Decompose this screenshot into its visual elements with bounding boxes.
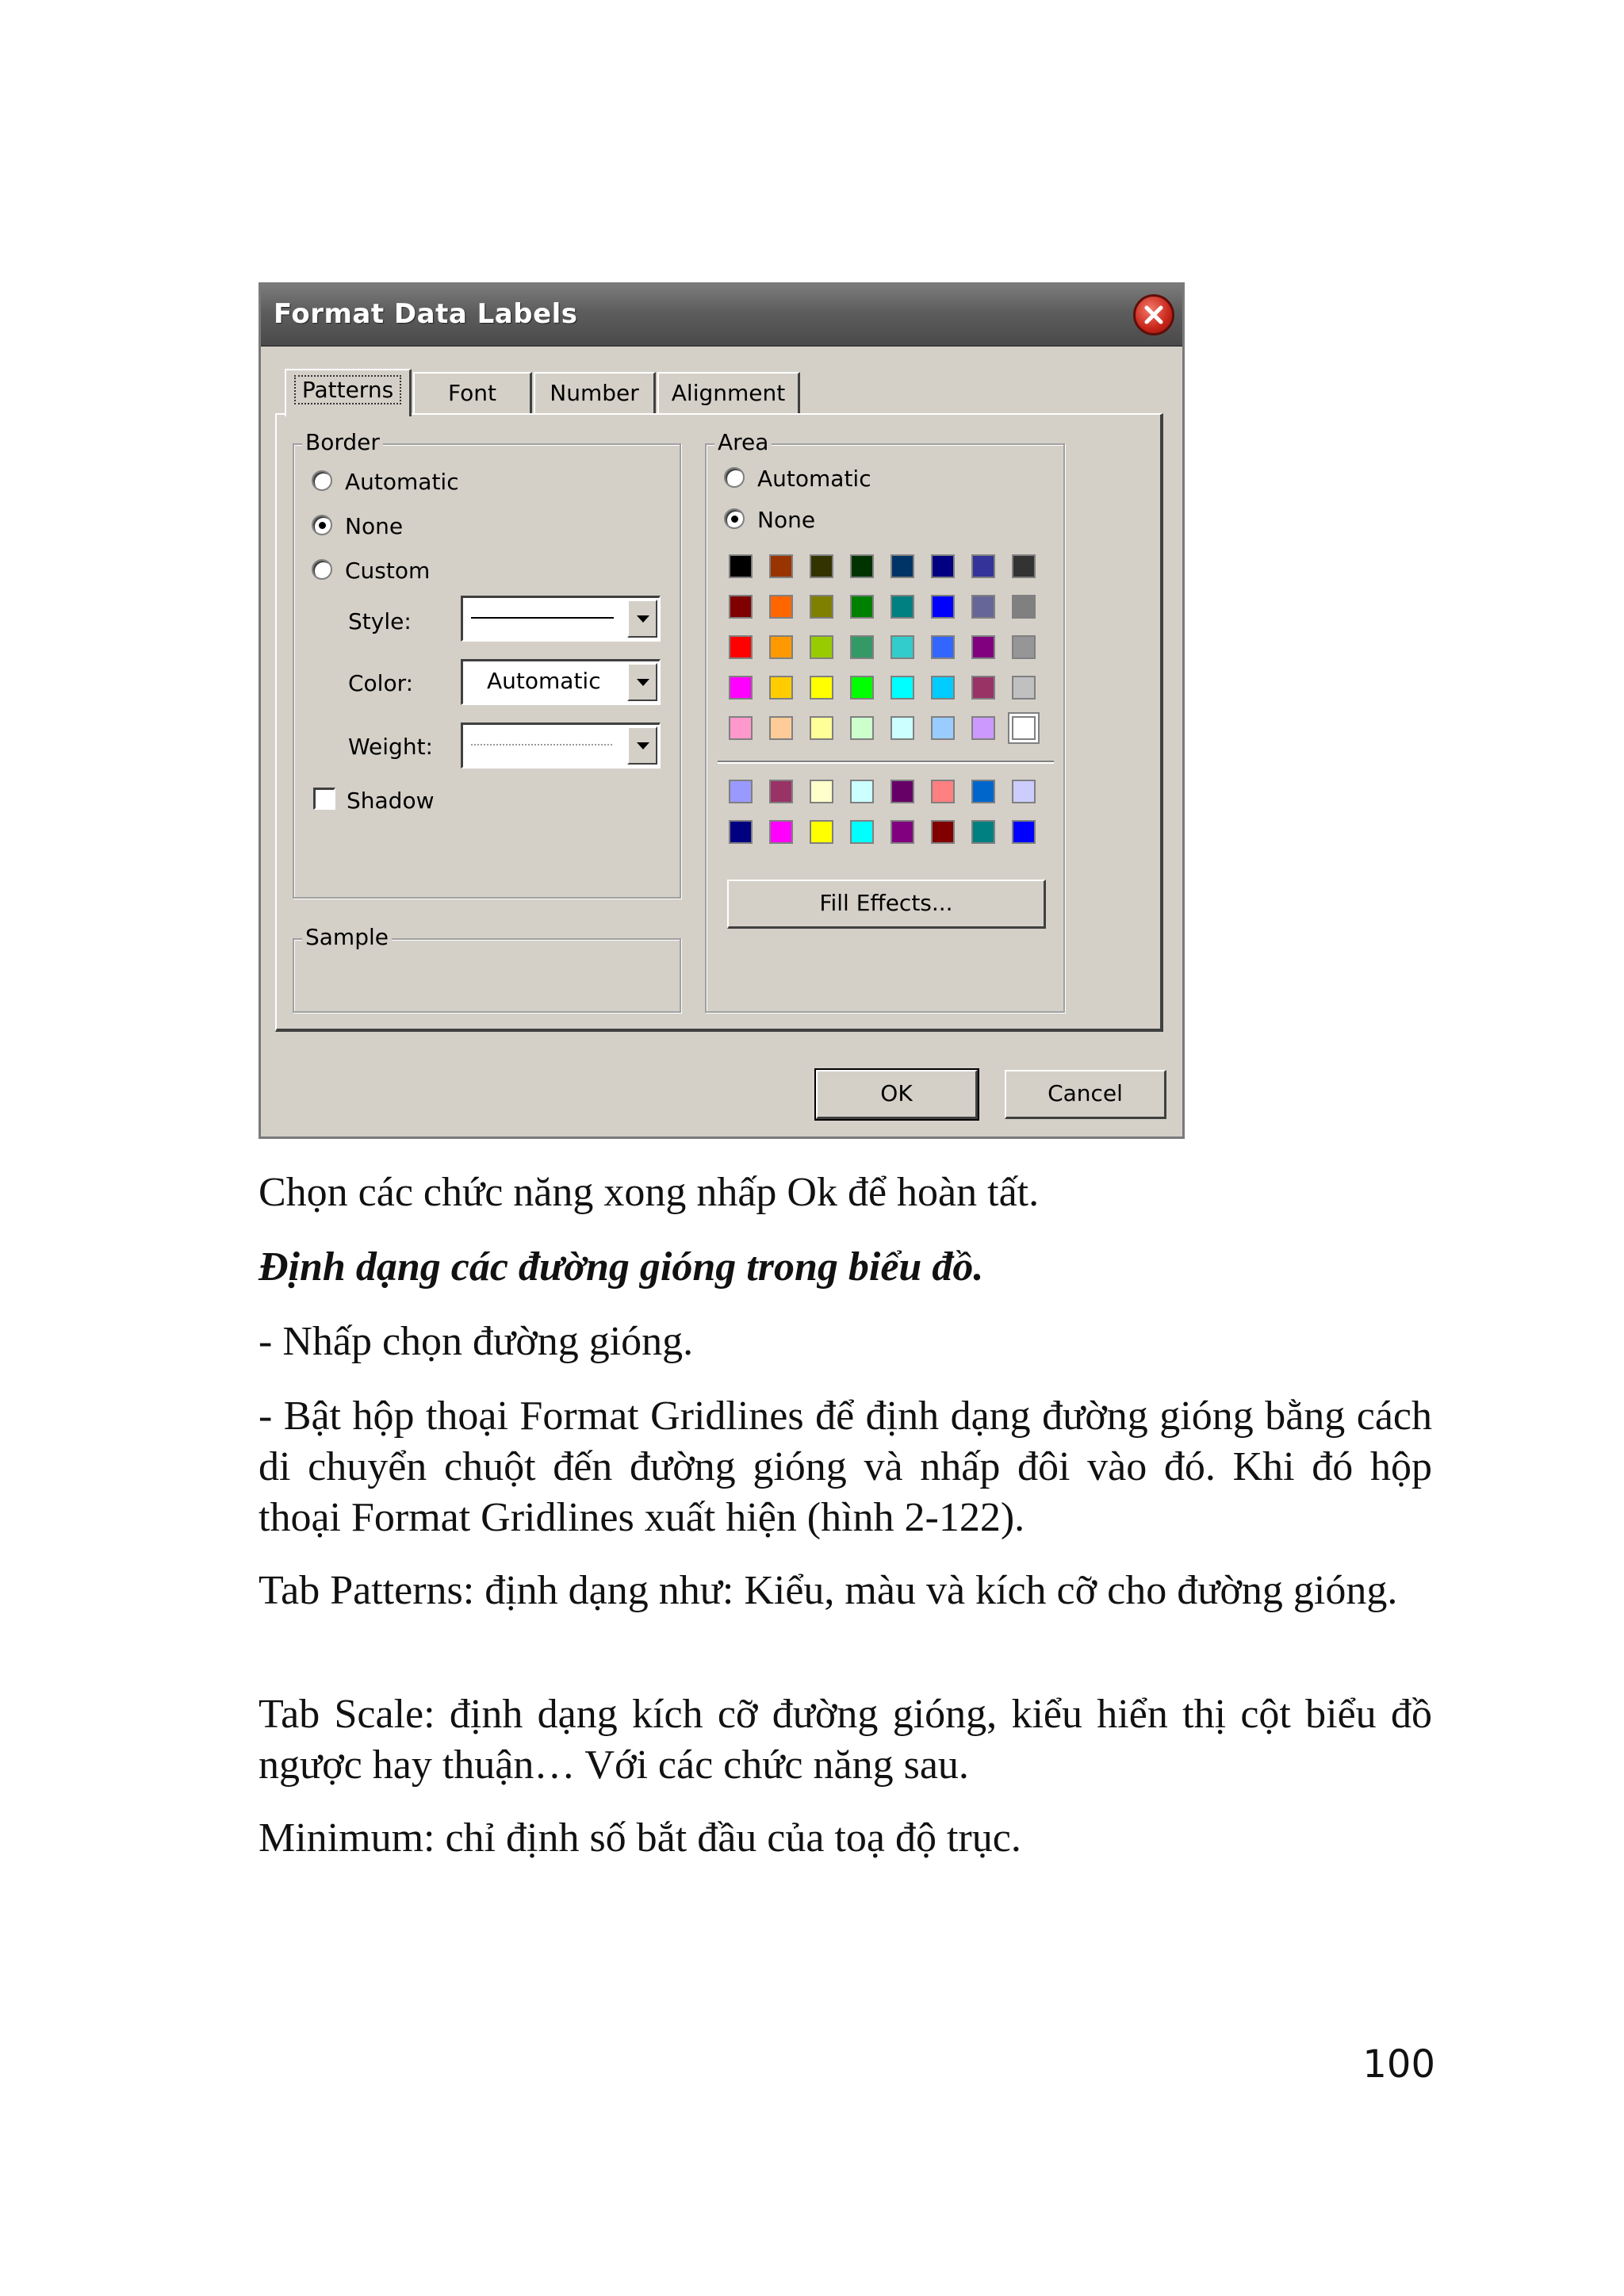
color-swatch[interactable] <box>891 820 914 844</box>
color-swatch[interactable] <box>1012 635 1036 659</box>
paragraph: Tab Patterns: định dạng như: Kiểu, màu và kích cỡ cho đường gióng. <box>259 1568 1398 1613</box>
style-combobox[interactable] <box>461 596 661 642</box>
area-group: Area Automatic None Fill Effects... <box>705 443 1065 1013</box>
paragraph: Minimum: chỉ định số bắt đầu của toạ độ trục. <box>259 1815 1021 1861</box>
color-swatch[interactable] <box>891 716 914 740</box>
shadow-label: Shadow <box>347 788 435 814</box>
patterns-tab-panel <box>275 413 1163 1032</box>
color-swatch[interactable] <box>729 635 753 659</box>
border-group: Border Automatic None Custom Style: Color: Automatic Weight: Shadow <box>293 443 681 899</box>
color-swatch[interactable] <box>850 820 874 844</box>
color-swatch[interactable] <box>769 780 793 803</box>
color-swatch[interactable] <box>1012 716 1036 740</box>
color-swatch[interactable] <box>971 676 995 700</box>
color-swatch[interactable] <box>850 676 874 700</box>
radio-button[interactable] <box>312 470 332 491</box>
color-swatch[interactable] <box>810 595 833 619</box>
ok-button[interactable]: OK <box>816 1070 978 1119</box>
color-swatch[interactable] <box>891 635 914 659</box>
hairline-preview <box>471 725 622 765</box>
weight-label: Weight: <box>348 734 433 760</box>
tab-patterns[interactable]: Patterns <box>285 369 412 416</box>
cancel-button[interactable]: Cancel <box>1005 1070 1166 1119</box>
color-swatch[interactable] <box>971 780 995 803</box>
color-swatch[interactable] <box>971 554 995 578</box>
color-swatch[interactable] <box>729 554 753 578</box>
radio-button[interactable] <box>312 559 332 580</box>
color-swatch[interactable] <box>729 820 753 844</box>
color-swatch[interactable] <box>850 554 874 578</box>
solid-line-preview <box>471 598 622 638</box>
tab-alignment[interactable]: Alignment <box>657 372 800 413</box>
color-swatch[interactable] <box>810 780 833 803</box>
color-swatch[interactable] <box>891 676 914 700</box>
radio-button-checked[interactable] <box>312 515 332 535</box>
radio-button-checked[interactable] <box>724 508 745 529</box>
color-swatch[interactable] <box>971 820 995 844</box>
color-combobox[interactable] <box>461 659 661 705</box>
color-swatch[interactable] <box>769 820 793 844</box>
tab-number[interactable]: Number <box>534 372 656 413</box>
color-swatch[interactable] <box>810 676 833 700</box>
weight-combobox[interactable] <box>461 723 661 769</box>
color-swatch[interactable] <box>1012 676 1036 700</box>
close-icon <box>1143 305 1164 325</box>
paragraph: Chọn các chức năng xong nhấp Ok để hoàn tất. <box>259 1170 1040 1215</box>
color-swatch[interactable] <box>931 554 955 578</box>
paragraph: - Nhấp chọn đường gióng. <box>259 1319 694 1364</box>
color-swatch[interactable] <box>850 595 874 619</box>
color-swatch[interactable] <box>810 635 833 659</box>
tab-font[interactable]: Font <box>413 372 532 413</box>
color-swatch[interactable] <box>810 716 833 740</box>
color-swatch[interactable] <box>850 716 874 740</box>
palette-divider <box>718 761 1054 764</box>
format-data-labels-dialog <box>259 282 1185 1139</box>
color-swatch[interactable] <box>729 676 753 700</box>
style-label: Style: <box>348 608 412 634</box>
color-swatch[interactable] <box>971 716 995 740</box>
color-swatch[interactable] <box>769 595 793 619</box>
border-group-label: Border <box>302 429 383 455</box>
color-swatch[interactable] <box>971 635 995 659</box>
color-label: Color: <box>348 670 414 696</box>
paragraph: - Bật hộp thoại Format Gridlines để định dạng đường gióng bằng cách di chuyển chuột đến đường gióng và nhấp đôi vào đó. Khi đó hộp thoại Format Gridlines xuất hiện (hình 2-122). <box>259 1393 1432 1540</box>
area-group-label: Area <box>714 429 772 455</box>
sample-group-label: Sample <box>302 924 392 950</box>
color-swatch[interactable] <box>931 716 955 740</box>
color-swatch[interactable] <box>850 780 874 803</box>
radio-button[interactable] <box>724 467 745 488</box>
chevron-down-icon[interactable] <box>627 663 657 701</box>
chevron-down-icon[interactable] <box>627 726 657 765</box>
color-swatch[interactable] <box>971 595 995 619</box>
color-swatch[interactable] <box>931 595 955 619</box>
page-number: 100 <box>1362 2042 1435 2087</box>
shadow-checkbox[interactable] <box>313 788 335 810</box>
color-swatch[interactable] <box>891 780 914 803</box>
color-swatch[interactable] <box>769 635 793 659</box>
fill-effects-button[interactable]: Fill Effects... <box>727 880 1046 929</box>
color-swatch[interactable] <box>1012 780 1036 803</box>
color-swatch[interactable] <box>810 554 833 578</box>
color-swatch[interactable] <box>729 595 753 619</box>
paragraph: Tab Scale: định dạng kích cỡ đường gióng, kiểu hiển thị cột biểu đồ ngược hay thuận… Với các chức năng sau. <box>259 1692 1432 1788</box>
section-heading: Định dạng các đường gióng trong biểu đồ. <box>259 1244 984 1290</box>
color-swatch[interactable] <box>769 716 793 740</box>
color-swatch[interactable] <box>729 780 753 803</box>
color-swatch[interactable] <box>891 554 914 578</box>
title-bar[interactable] <box>261 285 1182 347</box>
sample-group <box>293 924 681 1013</box>
color-swatch[interactable] <box>891 595 914 619</box>
color-swatch[interactable] <box>1012 554 1036 578</box>
close-button[interactable] <box>1133 294 1174 335</box>
color-value: Automatic <box>487 668 601 694</box>
color-swatch[interactable] <box>810 820 833 844</box>
color-swatch[interactable] <box>769 676 793 700</box>
color-swatch[interactable] <box>931 820 955 844</box>
color-swatch[interactable] <box>931 780 955 803</box>
color-swatch[interactable] <box>931 635 955 659</box>
color-swatch[interactable] <box>931 676 955 700</box>
color-swatch[interactable] <box>850 635 874 659</box>
chevron-down-icon[interactable] <box>627 600 657 638</box>
color-swatch[interactable] <box>1012 595 1036 619</box>
color-swatch[interactable] <box>1012 820 1036 844</box>
color-swatch[interactable] <box>769 554 793 578</box>
dialog-title: Format Data Labels <box>274 298 578 330</box>
color-swatch[interactable] <box>729 716 753 740</box>
